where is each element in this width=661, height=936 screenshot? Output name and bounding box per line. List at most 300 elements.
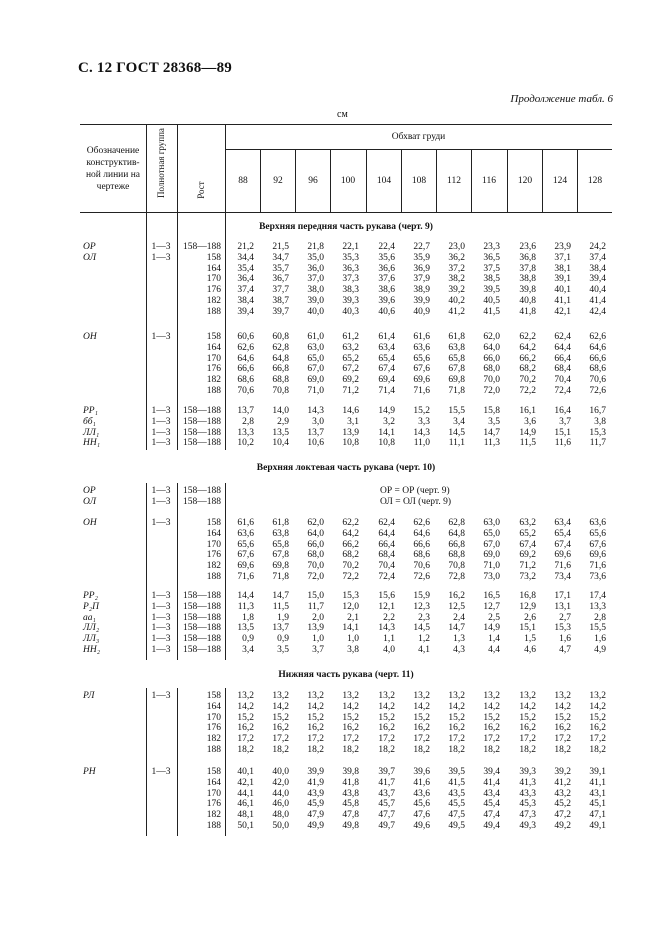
value-cell: 62,4 — [378, 518, 395, 528]
value-cell: 65,8 — [272, 539, 289, 550]
rost-cell: 182 — [206, 561, 221, 571]
value-cell: 49,4 — [483, 820, 500, 831]
value-cell: 18,2 — [342, 744, 359, 755]
value-cell: 66,4 — [554, 353, 571, 364]
value-cell: 39,7 — [272, 306, 289, 317]
value-cell: 16,2 — [483, 723, 500, 734]
value-cell: 15,2 — [237, 712, 254, 723]
value-cell: 1,4 — [488, 634, 500, 644]
value-cell: 2,3 — [418, 612, 430, 623]
value-cell: 10,8 — [342, 438, 359, 449]
value-cell: 71,6 — [589, 561, 606, 571]
value-cell: 63,4 — [554, 518, 571, 528]
value-cell: 61,0 — [307, 332, 324, 342]
value-cell: 69,0 — [483, 550, 500, 561]
value-cell: 36,7 — [272, 274, 289, 285]
line-label: ОН — [83, 332, 97, 342]
value-cell: 64,6 — [237, 353, 254, 364]
value-cell: 16,4 — [554, 406, 571, 416]
value-cell: 14,7 — [483, 427, 500, 438]
value-cell: 63,6 — [413, 342, 430, 353]
value-cell: 1,3 — [453, 634, 465, 644]
page-title: С. 12 ГОСТ 28368—89 — [78, 60, 232, 76]
rost-cell: 158 — [206, 691, 221, 701]
value-cell: 70,6 — [589, 375, 606, 385]
value-cell: 1,0 — [312, 634, 324, 644]
value-cell: 68,2 — [519, 364, 536, 375]
value-cell: 15,2 — [342, 712, 359, 723]
rost-cell: 182 — [206, 734, 221, 744]
value-cell: 47,1 — [589, 810, 606, 820]
rost-cell: 158 — [206, 518, 221, 528]
value-cell: 17,2 — [272, 734, 289, 744]
value-cell: 62,6 — [413, 518, 430, 528]
line-label: аа₁ — [83, 612, 96, 623]
value-cell: 11,5 — [272, 601, 289, 612]
value-cell: 13,2 — [378, 691, 395, 701]
value-cell: 67,6 — [413, 364, 430, 375]
value-cell: 46,1 — [237, 799, 254, 810]
value-cell: 47,6 — [413, 810, 430, 820]
rost-cell: 158—188 — [183, 427, 221, 438]
line-label: НН₁ — [83, 438, 101, 449]
value-cell: 13,5 — [272, 427, 289, 438]
value-cell: 63,6 — [589, 518, 606, 528]
rost-cell: 158—188 — [183, 438, 221, 449]
value-cell: 38,7 — [272, 295, 289, 306]
value-cell: 69,2 — [519, 550, 536, 561]
value-cell: 14,0 — [272, 406, 289, 416]
value-cell: 38,4 — [237, 295, 254, 306]
value-cell: 38,1 — [554, 263, 571, 274]
value-cell: 13,2 — [448, 691, 465, 701]
value-cell: 40,0 — [307, 306, 324, 317]
value-cell: 21,2 — [237, 242, 254, 252]
value-cell: 38,3 — [342, 285, 359, 295]
group-cell: 1—3 — [151, 496, 171, 507]
value-cell: 16,2 — [448, 723, 465, 734]
value-cell: 35,6 — [378, 252, 395, 263]
value-cell: 1,9 — [277, 612, 289, 623]
value-cell: 60,6 — [237, 332, 254, 342]
value-cell: 72,6 — [589, 385, 606, 396]
value-cell: 3,5 — [488, 416, 500, 427]
value-cell: 17,4 — [589, 591, 606, 601]
value-cell: 70,8 — [272, 385, 289, 396]
value-cell: 66,6 — [589, 353, 606, 364]
value-cell: 24,2 — [589, 242, 606, 252]
value-cell: 62,8 — [272, 342, 289, 353]
rost-cell: 176 — [206, 799, 221, 810]
value-cell: 1,0 — [347, 634, 359, 644]
value-cell: 64,0 — [307, 528, 324, 539]
header-bottom-rule — [80, 212, 612, 213]
value-cell: 14,2 — [307, 701, 324, 712]
value-cell: 64,8 — [448, 528, 465, 539]
value-cell: 63,8 — [448, 342, 465, 353]
value-cell: 63,0 — [483, 518, 500, 528]
value-cell: 18,2 — [307, 744, 324, 755]
value-cell: 43,7 — [378, 788, 395, 799]
value-cell: 65,6 — [589, 528, 606, 539]
value-cell: 15,2 — [413, 712, 430, 723]
value-cell: 68,6 — [589, 364, 606, 375]
value-cell: 67,0 — [483, 539, 500, 550]
value-cell: 43,6 — [413, 788, 430, 799]
group-cell: 1—3 — [151, 691, 171, 701]
value-cell: 15,5 — [448, 406, 465, 416]
value-cell: 15,2 — [554, 712, 571, 723]
value-cell: 37,2 — [448, 263, 465, 274]
value-cell: 50,1 — [237, 820, 254, 831]
value-cell: 65,2 — [519, 528, 536, 539]
value-cell: 43,9 — [307, 788, 324, 799]
value-cell: 48,1 — [237, 810, 254, 820]
value-cell: 47,5 — [448, 810, 465, 820]
group-cell: 1—3 — [151, 634, 171, 644]
value-cell: 70,6 — [237, 385, 254, 396]
value-cell: 39,4 — [237, 306, 254, 317]
value-cell: 34,7 — [272, 252, 289, 263]
value-cell: 69,0 — [307, 375, 324, 385]
value-cell: 38,6 — [378, 285, 395, 295]
continuation-label: Продолжение табл. 6 — [510, 93, 613, 105]
value-cell: 38,5 — [483, 274, 500, 285]
value-cell: 73,4 — [554, 571, 571, 582]
value-cell: 62,2 — [342, 518, 359, 528]
group-cell: 1—3 — [151, 623, 171, 634]
value-cell: 14,5 — [413, 623, 430, 634]
value-cell: 14,9 — [519, 427, 536, 438]
value-cell: 41,5 — [483, 306, 500, 317]
value-cell: 65,8 — [448, 353, 465, 364]
value-cell: 48,0 — [272, 810, 289, 820]
value-cell: 42,1 — [554, 306, 571, 317]
rost-cell: 188 — [206, 820, 221, 831]
value-cell: 15,6 — [378, 591, 395, 601]
value-cell: 13,7 — [307, 427, 324, 438]
value-cell: 12,9 — [519, 601, 536, 612]
value-cell: 18,2 — [237, 744, 254, 755]
value-cell: 45,9 — [307, 799, 324, 810]
value-cell: 41,8 — [519, 306, 536, 317]
value-cell: 41,2 — [554, 777, 571, 788]
value-cell: 39,5 — [483, 285, 500, 295]
value-cell: 70,8 — [448, 561, 465, 571]
value-cell: 13,2 — [413, 691, 430, 701]
span-note: ОЛ = ОЛ (черт. 9) — [380, 496, 452, 507]
value-cell: 39,8 — [519, 285, 536, 295]
value-cell: 3,8 — [347, 644, 359, 655]
rost-cell: 158—188 — [183, 601, 221, 612]
value-cell: 61,8 — [272, 518, 289, 528]
line-label: Р₂П — [83, 601, 99, 612]
group-cell: 1—3 — [151, 332, 171, 342]
value-cell: 39,0 — [307, 295, 324, 306]
value-cell: 4,6 — [524, 644, 536, 655]
value-cell: 15,2 — [272, 712, 289, 723]
value-cell: 45,7 — [378, 799, 395, 810]
value-cell: 3,5 — [277, 644, 289, 655]
value-cell: 63,8 — [272, 528, 289, 539]
value-cell: 46,0 — [272, 799, 289, 810]
chest-size-header: 124 — [552, 176, 568, 186]
value-cell: 14,2 — [448, 701, 465, 712]
value-cell: 49,9 — [307, 820, 324, 831]
group-cell: 1—3 — [151, 612, 171, 623]
value-cell: 66,6 — [413, 539, 430, 550]
value-cell: 47,8 — [342, 810, 359, 820]
value-cell: 14,3 — [307, 406, 324, 416]
value-cell: 68,0 — [483, 364, 500, 375]
rost-cell: 176 — [206, 723, 221, 734]
value-cell: 71,8 — [272, 571, 289, 582]
value-cell: 23,0 — [448, 242, 465, 252]
value-cell: 1,8 — [242, 612, 254, 623]
value-cell: 70,2 — [342, 561, 359, 571]
value-cell: 14,2 — [378, 701, 395, 712]
value-cell: 41,2 — [448, 306, 465, 317]
value-cell: 13,3 — [589, 601, 606, 612]
line-label: ЛЛ₃ — [83, 634, 100, 644]
value-cell: 36,9 — [413, 263, 430, 274]
value-cell: 16,2 — [342, 723, 359, 734]
value-cell: 39,9 — [307, 767, 324, 777]
value-cell: 64,4 — [554, 342, 571, 353]
value-cell: 71,6 — [237, 571, 254, 582]
value-cell: 14,2 — [237, 701, 254, 712]
value-cell: 16,2 — [519, 723, 536, 734]
value-cell: 45,1 — [589, 799, 606, 810]
value-cell: 39,1 — [554, 274, 571, 285]
rost-cell: 164 — [206, 342, 221, 353]
value-cell: 3,8 — [594, 416, 606, 427]
value-cell: 18,2 — [378, 744, 395, 755]
value-cell: 50,0 — [272, 820, 289, 831]
line-label: бб₁ — [83, 416, 96, 427]
value-cell: 68,2 — [342, 550, 359, 561]
value-cell: 37,7 — [272, 285, 289, 295]
value-cell: 67,4 — [554, 539, 571, 550]
value-cell: 14,5 — [448, 427, 465, 438]
value-cell: 39,1 — [589, 767, 606, 777]
value-cell: 45,6 — [413, 799, 430, 810]
line-label: ОР — [83, 486, 96, 496]
value-cell: 68,8 — [272, 375, 289, 385]
rost-cell: 158—188 — [183, 496, 221, 507]
value-cell: 61,6 — [413, 332, 430, 342]
value-cell: 66,0 — [483, 353, 500, 364]
value-cell: 12,3 — [413, 601, 430, 612]
value-cell: 71,2 — [342, 385, 359, 396]
value-cell: 11,6 — [554, 438, 571, 449]
rost-cell: 164 — [206, 263, 221, 274]
value-cell: 62,4 — [554, 332, 571, 342]
value-cell: 71,6 — [413, 385, 430, 396]
group-cell: 1—3 — [151, 767, 171, 777]
value-cell: 12,7 — [483, 601, 500, 612]
value-cell: 64,6 — [413, 528, 430, 539]
value-cell: 3,3 — [418, 416, 430, 427]
value-cell: 16,2 — [554, 723, 571, 734]
value-cell: 37,5 — [483, 263, 500, 274]
value-cell: 1,2 — [418, 634, 430, 644]
value-cell: 39,2 — [554, 767, 571, 777]
value-cell: 64,8 — [272, 353, 289, 364]
value-cell: 71,0 — [307, 385, 324, 396]
value-cell: 71,2 — [519, 561, 536, 571]
rost-cell: 188 — [206, 744, 221, 755]
value-cell: 21,8 — [307, 242, 324, 252]
value-cell: 11,7 — [307, 601, 324, 612]
value-cell: 47,9 — [307, 810, 324, 820]
value-cell: 14,7 — [448, 623, 465, 634]
value-cell: 13,9 — [307, 623, 324, 634]
value-cell: 36,0 — [307, 263, 324, 274]
group-column-header: Полнотная группа — [156, 128, 166, 198]
value-cell: 16,2 — [237, 723, 254, 734]
value-cell: 18,2 — [448, 744, 465, 755]
value-cell: 67,6 — [589, 539, 606, 550]
value-cell: 15,2 — [589, 712, 606, 723]
rost-cell: 158—188 — [183, 623, 221, 634]
rost-cell: 164 — [206, 701, 221, 712]
value-cell: 40,8 — [519, 295, 536, 306]
rost-cell: 158 — [206, 252, 221, 263]
rost-cell: 158—188 — [183, 406, 221, 416]
rost-cell: 158—188 — [183, 644, 221, 655]
value-cell: 64,4 — [378, 528, 395, 539]
value-cell: 67,2 — [342, 364, 359, 375]
line-label: ОЛ — [83, 496, 97, 507]
value-cell: 2,4 — [453, 612, 465, 623]
value-cell: 72,0 — [483, 385, 500, 396]
value-cell: 62,0 — [307, 518, 324, 528]
value-cell: 70,6 — [413, 561, 430, 571]
value-cell: 36,5 — [483, 252, 500, 263]
line-label: РР₁ — [83, 406, 98, 416]
value-cell: 68,4 — [378, 550, 395, 561]
value-cell: 11,7 — [589, 438, 606, 449]
value-cell: 45,8 — [342, 799, 359, 810]
value-cell: 69,8 — [448, 375, 465, 385]
value-cell: 66,6 — [237, 364, 254, 375]
value-cell: 10,8 — [378, 438, 395, 449]
value-cell: 42,1 — [237, 777, 254, 788]
value-cell: 4,4 — [488, 644, 500, 655]
label-column-header: Обозначение конструктив- ной линии на чертеже — [85, 146, 141, 192]
value-cell: 38,9 — [413, 285, 430, 295]
value-cell: 71,8 — [448, 385, 465, 396]
value-cell: 16,2 — [378, 723, 395, 734]
value-cell: 39,7 — [378, 767, 395, 777]
value-cell: 12,1 — [378, 601, 395, 612]
value-cell: 13,1 — [554, 601, 571, 612]
value-cell: 64,0 — [483, 342, 500, 353]
value-cell: 45,3 — [519, 799, 536, 810]
value-cell: 64,2 — [519, 342, 536, 353]
value-cell: 12,5 — [448, 601, 465, 612]
value-cell: 41,9 — [307, 777, 324, 788]
value-cell: 70,4 — [378, 561, 395, 571]
value-cell: 67,8 — [448, 364, 465, 375]
value-cell: 40,2 — [448, 295, 465, 306]
value-cell: 37,8 — [519, 263, 536, 274]
value-cell: 39,3 — [519, 767, 536, 777]
value-cell: 16,2 — [413, 723, 430, 734]
value-cell: 71,0 — [483, 561, 500, 571]
value-cell: 49,5 — [448, 820, 465, 831]
value-cell: 13,2 — [307, 691, 324, 701]
value-cell: 49,7 — [378, 820, 395, 831]
value-cell: 67,8 — [272, 550, 289, 561]
value-cell: 14,6 — [342, 406, 359, 416]
value-cell: 13,2 — [272, 691, 289, 701]
value-cell: 39,6 — [378, 295, 395, 306]
value-cell: 14,2 — [413, 701, 430, 712]
value-cell: 15,2 — [307, 712, 324, 723]
value-cell: 69,2 — [342, 375, 359, 385]
rost-cell: 188 — [206, 306, 221, 317]
value-cell: 66,2 — [342, 539, 359, 550]
value-cell: 60,8 — [272, 332, 289, 342]
value-cell: 13,7 — [237, 406, 254, 416]
value-cell: 41,5 — [448, 777, 465, 788]
value-cell: 39,3 — [342, 295, 359, 306]
chest-size-header: 88 — [238, 176, 248, 186]
section-title: Верхняя локтевая часть рукава (черт. 10) — [256, 463, 436, 473]
value-cell: 15,2 — [378, 712, 395, 723]
value-cell: 66,0 — [307, 539, 324, 550]
line-label: РР₂ — [83, 591, 98, 601]
value-cell: 16,7 — [589, 406, 606, 416]
value-cell: 40,1 — [554, 285, 571, 295]
value-cell: 63,6 — [237, 528, 254, 539]
value-cell: 43,1 — [589, 788, 606, 799]
value-cell: 73,2 — [519, 571, 536, 582]
value-cell: 13,2 — [342, 691, 359, 701]
line-label: ЛЛ₂ — [83, 623, 100, 634]
rost-cell: 158 — [206, 332, 221, 342]
value-cell: 23,6 — [519, 242, 536, 252]
value-cell: 13,2 — [589, 691, 606, 701]
value-cell: 43,2 — [554, 788, 571, 799]
value-cell: 65,2 — [342, 353, 359, 364]
value-cell: 62,0 — [483, 332, 500, 342]
value-cell: 10,2 — [237, 438, 254, 449]
value-cell: 14,2 — [342, 701, 359, 712]
value-cell: 62,6 — [237, 342, 254, 353]
value-cell: 4,0 — [383, 644, 395, 655]
value-cell: 16,1 — [519, 406, 536, 416]
value-cell: 14,9 — [483, 623, 500, 634]
value-cell: 2,1 — [347, 612, 359, 623]
value-cell: 36,8 — [519, 252, 536, 263]
chest-size-header: 108 — [411, 176, 427, 186]
value-cell: 41,3 — [519, 777, 536, 788]
value-cell: 40,5 — [483, 295, 500, 306]
value-cell: 38,8 — [519, 274, 536, 285]
rost-cell: 158—188 — [183, 242, 221, 252]
value-cell: 66,8 — [272, 364, 289, 375]
value-cell: 69,6 — [589, 550, 606, 561]
value-cell: 67,4 — [519, 539, 536, 550]
value-cell: 15,1 — [519, 623, 536, 634]
value-cell: 15,2 — [519, 712, 536, 723]
value-cell: 63,2 — [519, 518, 536, 528]
value-cell: 41,7 — [378, 777, 395, 788]
value-cell: 15,2 — [448, 712, 465, 723]
